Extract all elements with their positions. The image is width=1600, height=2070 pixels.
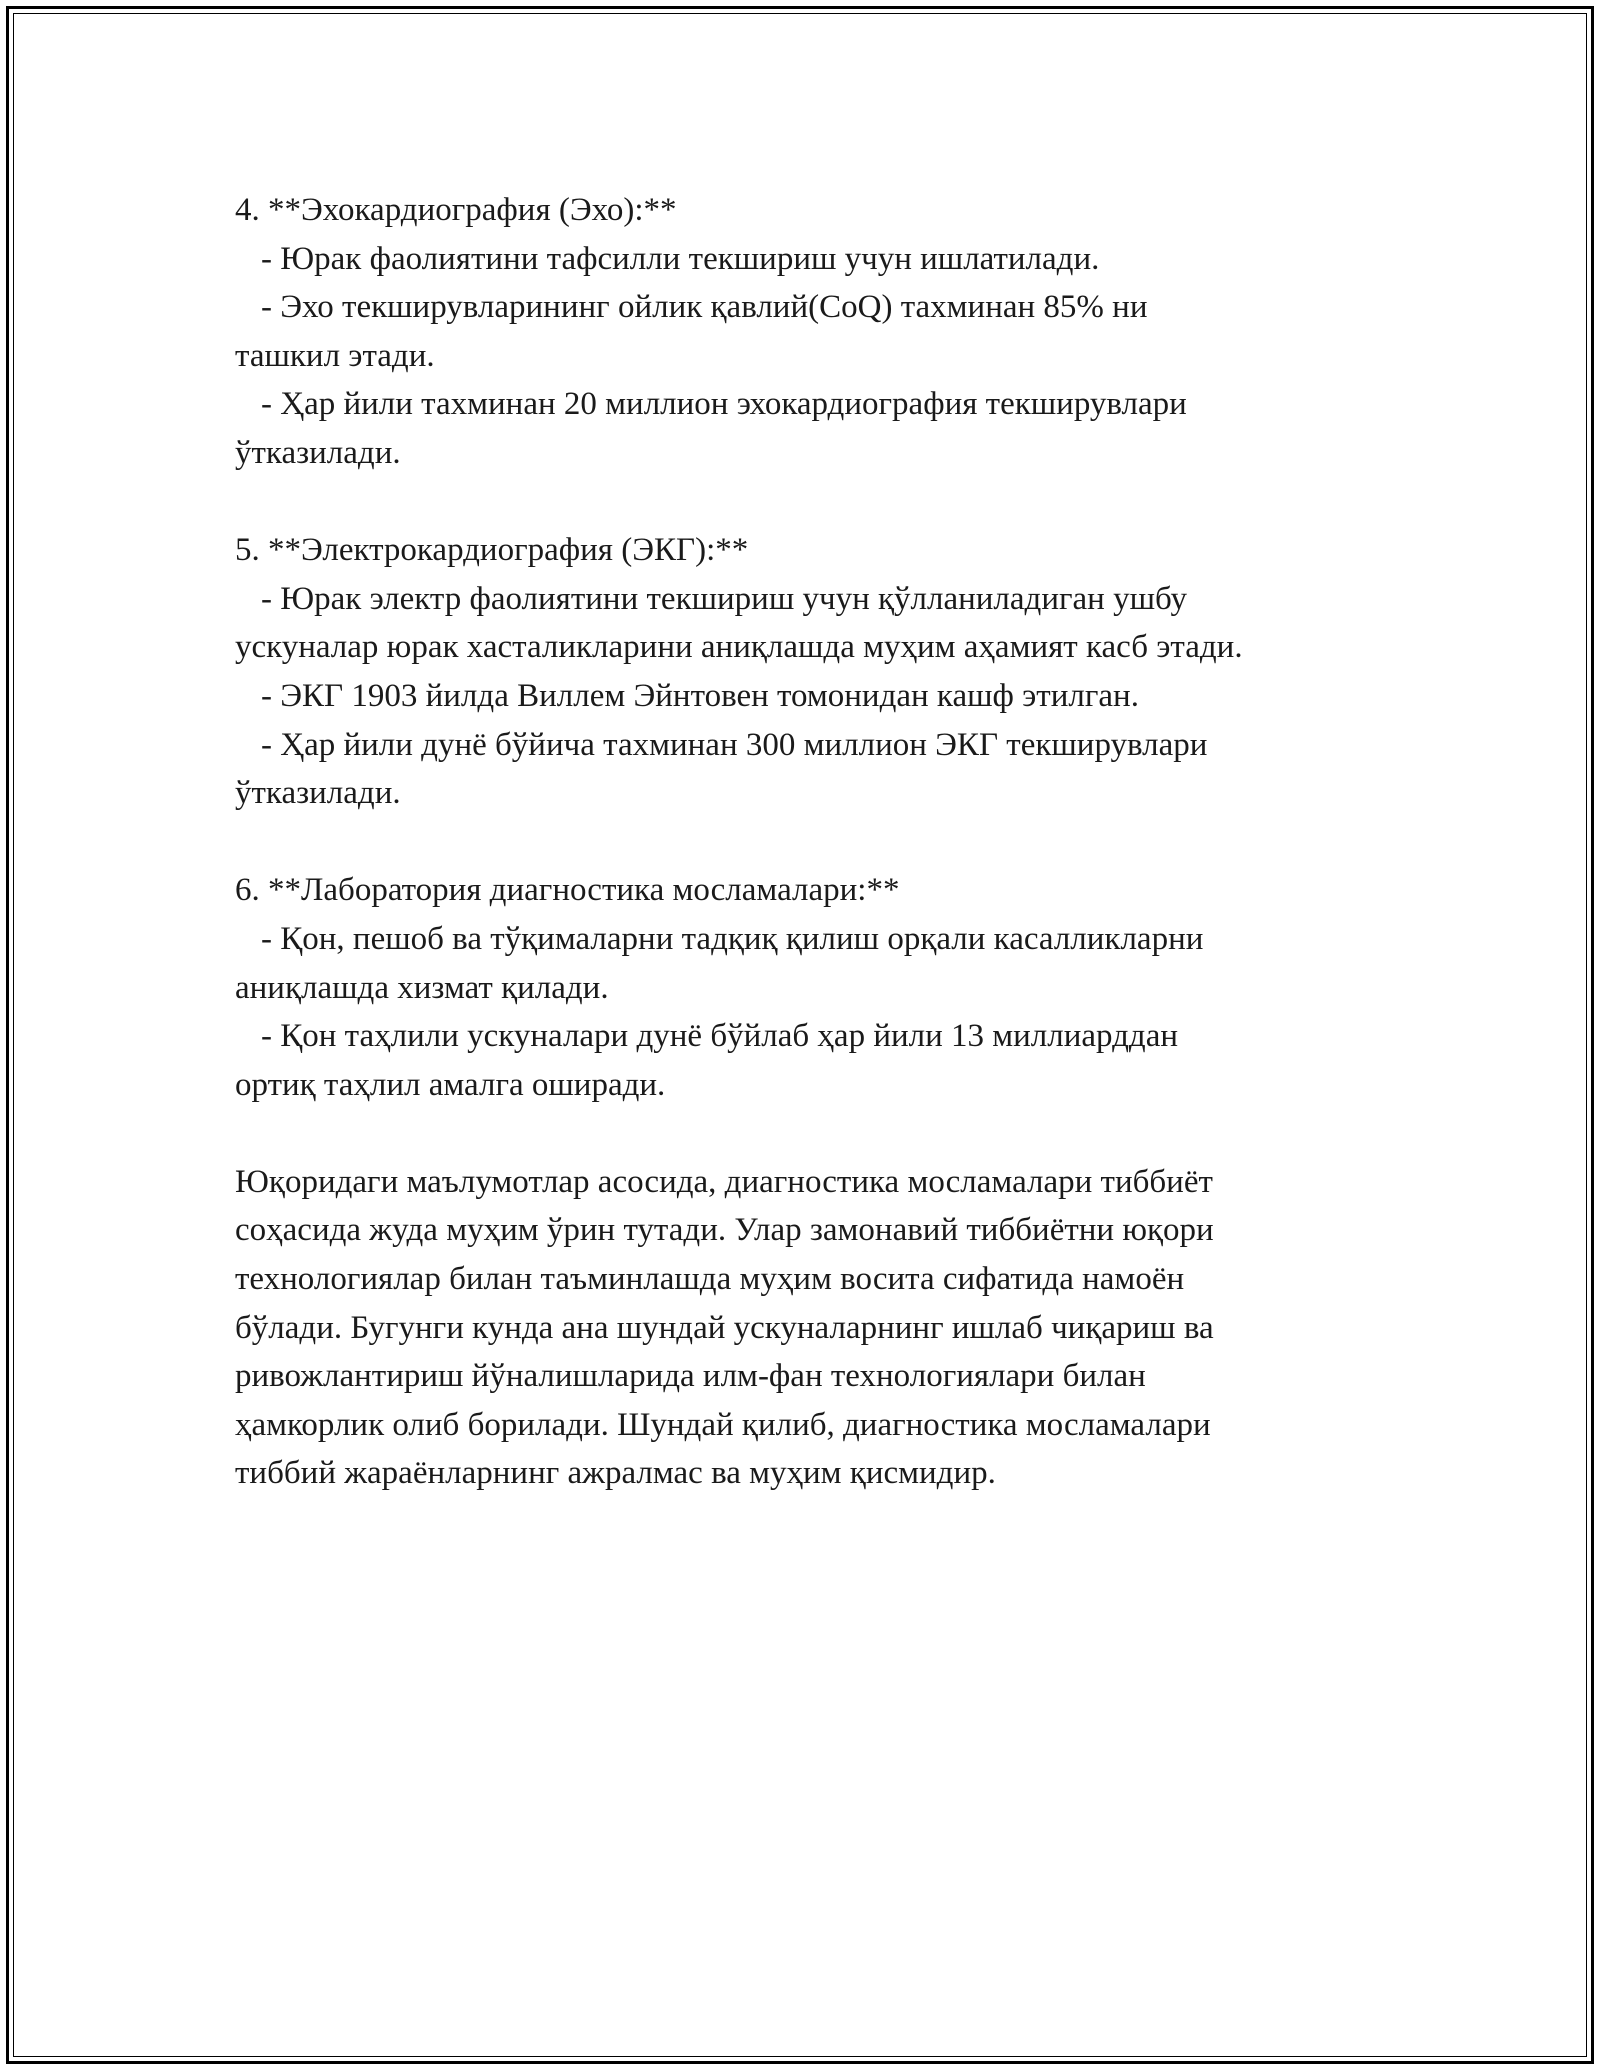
section-laboratory-devices — [235, 866, 1385, 1109]
continuation-line: аниқлашда хизмат қилади. — [235, 969, 609, 1006]
paragraph-line: ҳамкорлик олиб борилади. Шундай қилиб, диагностика мосламалари — [235, 1406, 1211, 1443]
section-electrocardiography — [235, 526, 1385, 818]
bullet-line: - Қон, пешоб ва тўқималарни тадқиқ қилиш орқали касалликларни — [261, 920, 1204, 957]
continuation-line: ўтказилади. — [235, 434, 401, 471]
bullet-line: - Эхо текширувларининг ойлик қавлий(CoQ) тахминан 85% ни — [261, 289, 1148, 326]
document-body — [235, 186, 1385, 1498]
bullet-line: - Юрак электр фаолиятини текшириш учун қўлланиладиган ушбу — [261, 580, 1188, 617]
continuation-line: ускуналар юрак хасталикларини аниқлашда муҳим аҳамият касб этади. — [235, 629, 1243, 666]
paragraph-line: тиббий жараёнларнинг ажралмас ва муҳим қисмидир. — [235, 1455, 996, 1492]
bullet-line: - Ҳар йили дунё бўйича тахминан 300 миллион ЭКГ текширувлари — [261, 726, 1208, 763]
section-heading: 6. **Лаборатория диагностика мосламалари:** — [235, 872, 900, 909]
bullet-line: - Юрак фаолиятини тафсилли текшириш учун ишлатилади. — [261, 240, 1100, 277]
paragraph-line: технологиялар билан таъминлашда муҳим восита сифатида намоён — [235, 1261, 1185, 1298]
paragraph-line: ривожлантириш йўналишларида илм-фан технологиялари билан — [235, 1358, 1146, 1395]
section-heading: 4. **Эхокардиография (Эхо):** — [235, 192, 677, 228]
paragraph-line: Юқоридаги маълумотлар асосида, диагностика мосламалари тиббиёт — [235, 1163, 1213, 1200]
paragraph-spacer — [235, 1109, 1385, 1158]
paragraph-spacer — [235, 818, 1385, 867]
bullet-line: - ЭКГ 1903 йилда Виллем Эйнтовен томонидан кашф этилган. — [261, 677, 1139, 714]
bullet-line: - Қон таҳлили ускуналари дунё бўйлаб ҳар йили 13 миллиарддан — [261, 1018, 1179, 1055]
paragraph-line: бўлади. Бугунги кунда ана шундай ускуналарнинг ишлаб чиқариш ва — [235, 1309, 1214, 1346]
continuation-line: ташкил этади. — [235, 337, 435, 374]
bullet-line: - Ҳар йили тахминан 20 миллион эхокардиография текширувлари — [261, 386, 1187, 423]
section-heading: 5. **Электрокардиография (ЭКГ):** — [235, 532, 749, 569]
section-echocardiography — [235, 186, 1385, 478]
conclusion-paragraph — [235, 1158, 1385, 1498]
paragraph-line: соҳасида жуда муҳим ўрин тутади. Улар замонавий тиббиётни юқори — [235, 1212, 1214, 1249]
continuation-line: ортиқ таҳлил амалга оширади. — [235, 1066, 666, 1103]
continuation-line: ўтказилади. — [235, 775, 401, 812]
paragraph-spacer — [235, 478, 1385, 527]
